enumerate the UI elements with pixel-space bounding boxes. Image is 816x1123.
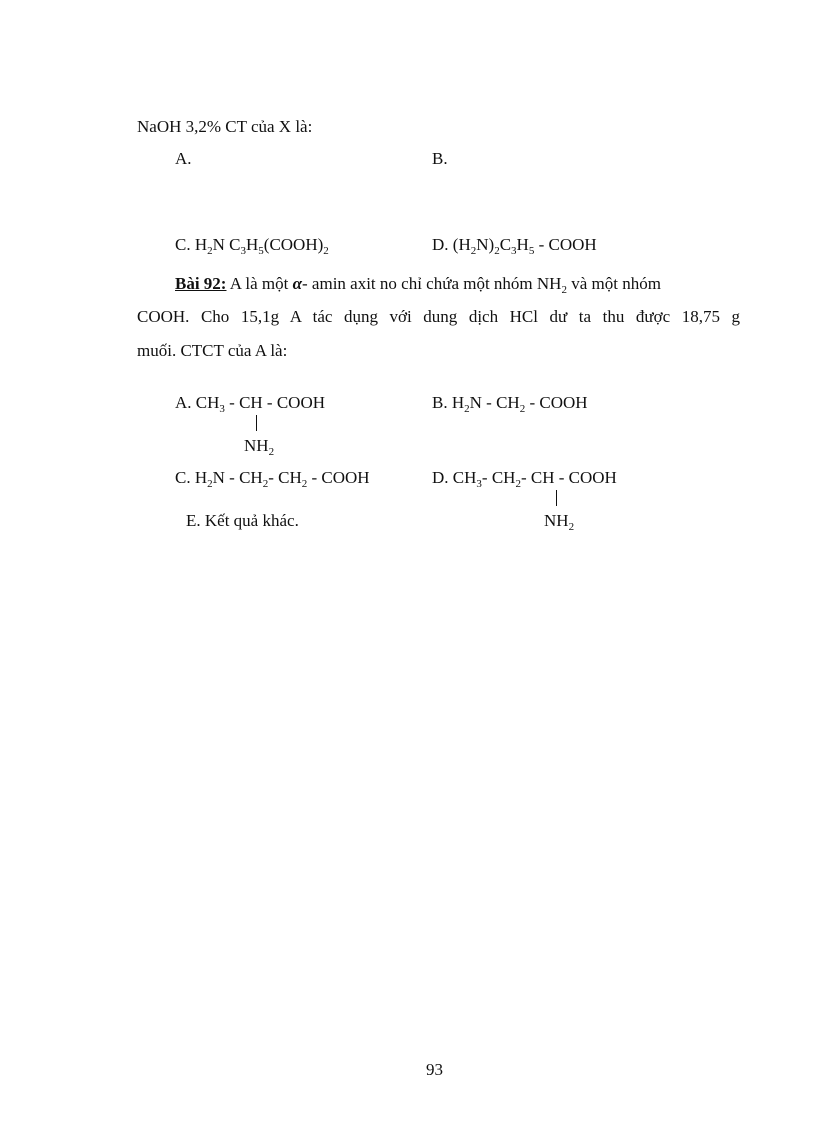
q91-option-a: A. [175, 149, 192, 168]
q92-stem-line-3: muối. CTCT của A là: [137, 341, 288, 360]
formula: $H_2N$ $C_3H_5(COOH)_2$ [194, 235, 329, 257]
option-letter: A. [175, 393, 192, 412]
q91-stem-end: NaOH 3,2% CT của X là: [137, 117, 313, 136]
q92-option-d-branch: $NH_2$ [544, 511, 575, 533]
option-letter: C. [175, 235, 191, 254]
q91-option-b: B. [432, 149, 448, 168]
bond-line [556, 490, 557, 506]
q92-option-a [175, 393, 326, 415]
q92-option-c [175, 468, 370, 490]
formula: $CH_3$ - CH - COOH [195, 393, 326, 415]
q92-option-d [432, 468, 617, 490]
formula: $H_2N - CH_2$ - COOH [451, 393, 588, 415]
alpha-symbol: α [292, 274, 303, 293]
option-letter: D. [432, 235, 449, 254]
formula: $CH_3-$ $CH_2-$ CH - COOH [452, 468, 617, 490]
q91-option-d [432, 235, 597, 257]
q91-option-c [175, 235, 329, 257]
q92-stem-line-1: Bài 92: A là một α- amin axit no chỉ chứa một nhóm $NH_2$ và một nhóm [175, 274, 661, 296]
q92-option-e: E. Kết quả khác. [186, 511, 299, 530]
q92-label: Bài 92: [175, 274, 227, 293]
formula: $(H_2N)_2C_3H_5$ - COOH [452, 235, 597, 257]
option-letter: C. [175, 468, 191, 487]
option-letter: B. [432, 393, 448, 412]
q92-option-a-branch: $NH_2$ [244, 436, 275, 458]
option-letter: D. [432, 468, 449, 487]
formula: $H_2N - CH_2-$ $CH_2$ - COOH [194, 468, 370, 490]
q92-stem-line-2: COOH. Cho 15,1g A tác dụng với dung dịch HCl dư ta thu được 18,75 g [137, 307, 740, 326]
bond-line [256, 415, 257, 431]
page-number: 93 [426, 1060, 443, 1079]
q92-option-b [432, 393, 588, 415]
